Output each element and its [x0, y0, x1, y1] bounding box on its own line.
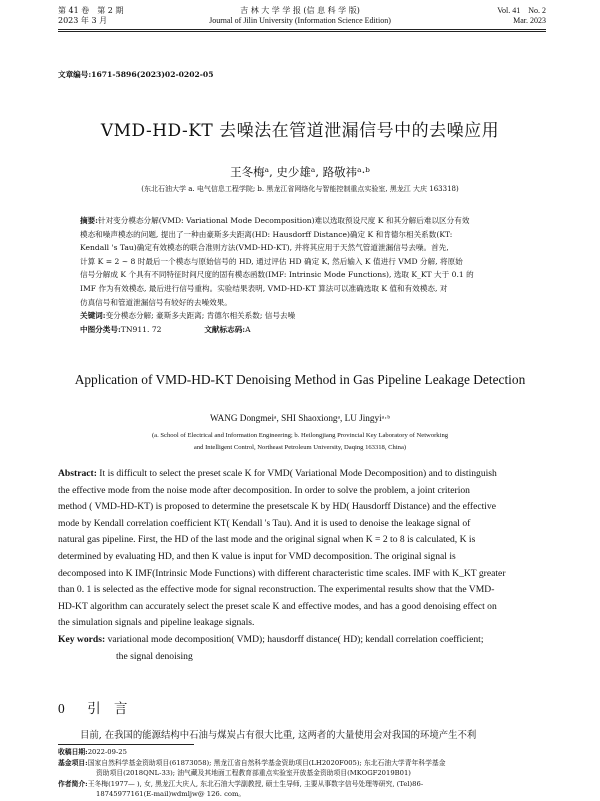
abstract-en-label: Abstract:: [58, 468, 97, 479]
keywords-cn-text: 变分模态分解; 豪斯多夫距离; 肯德尔相关系数; 信号去噪: [105, 311, 296, 321]
clc-label: 中图分类号:: [80, 324, 121, 334]
abstract-en-line: determined by evaluating HD, and then K value is input for VMD decomposition. The original signal is: [58, 550, 456, 562]
footnote: [58, 768, 550, 779]
authors-cn: 王冬梅ᵃ, 史少雄ᵃ, 路敬祎ᵃ·ᵇ: [230, 165, 370, 179]
footnote: [58, 747, 550, 758]
volume-issue: 第 41 卷 第 2 期: [58, 6, 124, 15]
affiliation-cn: (东北石油大学 a. 电气信息工程学院; b. 黑龙江省网络化与智能控制重点实验室, 黑龙江 大庆 163318): [141, 185, 459, 193]
abstract-cn: [80, 214, 526, 336]
footnote: [58, 779, 550, 790]
footnote-rule: [58, 744, 194, 745]
keywords-en-text: variational mode decomposition( VMD); hausdorff distance( HD); kendall correlation coefficient;: [105, 633, 484, 645]
publish-date: 2023 年 3 月: [58, 16, 108, 25]
header-right: [430, 6, 546, 26]
title-cn: VMD-HD-KT 去噪法在管道泄漏信号中的去噪应用: [100, 121, 500, 141]
footnote-label: 收稿日期:: [58, 748, 88, 756]
abstract-cn-line: 模态和噪声模态的问题, 提出了一种由豪斯多夫距离(HD: Hausdorff Distance)确定 K 和肯德尔相关系数(KT:: [80, 229, 453, 239]
abstract-en-line: natural gas pipeline. First, the HD of the last mode and the original signal when K = 2 to 8 is calculated, K is: [58, 534, 476, 546]
abstract-cn-line: 计算 K = 2 ~ 8 时最后一个模态与原始信号的 HD, 通过评估 HD 确定 K, 然后输入 K 值进行 VMD 分解, 将原始: [80, 256, 463, 266]
intro-text: 目前, 在我国的能源结构中石油与煤炭占有很大比重, 这两者的大量使用会对我国的环境产生不利: [80, 730, 477, 741]
abstract-en-line: mode by Kendall correlation coefficient KT( Kendall 's Tau). And it is used to denoise the leakage signal of: [58, 517, 471, 529]
section-title: 引 言: [87, 702, 128, 717]
abstract-en-line: HD-KT algorithm can accurately select the preset scale K and effective modes, and has a good denoising effect on: [58, 600, 497, 612]
abstract-cn-line: 信号分解成 K 个具有不同特征时间尺度的固有模态函数(IMF: Intrinsic Mode Functions), 选取 K_KT 大于 0.1 的: [80, 270, 474, 280]
section-number: 0: [58, 701, 65, 716]
date-en: Mar. 2023: [513, 16, 546, 25]
journal-name-cn: 吉 林 大 学 学 报 (信 息 科 学 版): [240, 6, 360, 15]
doc-code-label: 文献标志码:: [204, 324, 246, 334]
abstract-en-line: method ( VMD-HD-KT) is proposed to determine the presetscale K by HD( Hausdorff Distance) and the effective: [58, 501, 496, 513]
abstract-cn-text: 针对变分模态分解(VMD: Variational Mode Decomposition)难以选取预设尺度 K 和其分解后难以区分有效: [98, 216, 470, 225]
doc-code-value: A: [245, 324, 251, 334]
header-center: [160, 6, 440, 26]
footnote-label: 基金项目:: [58, 758, 88, 767]
abstract-en-text: It is difficult to select the preset scale K for VMD( Variational Mode Decomposition) and to distinguish: [96, 468, 497, 479]
abstract-en-line: the simulation signals and pipeline leakage signals.: [58, 617, 255, 629]
article-number: 文章编号:1671-5896(2023)02-0202-05: [58, 70, 214, 79]
abstract-en-line: decomposed into K IMF(Intrinsic Mode Functions) with different characteristic time scales. IMF with K_KT greater: [58, 567, 506, 579]
abstract-en-line: [58, 466, 550, 483]
classification-cn: [80, 323, 526, 337]
abstract-cn-label: 摘要:: [80, 216, 98, 225]
keywords-en: [58, 632, 550, 649]
keywords-en-cont: the signal denoising: [116, 650, 193, 662]
abstract-en-line: than 0. 1 is selected as the effective mode for signal reconstruction. The experimental results show that the VMD-: [58, 584, 495, 596]
footnote-text: 国家自然科学基金资助项目(61873058); 黑龙江省自然科学基金资助项目(LH2020F005); 东北石油大学青年科学基金: [87, 758, 446, 767]
footnote: [58, 789, 550, 800]
affiliation-en-line: and Intelligent Control, Northeast Petroleum University, Daqing 163318, China): [193, 443, 407, 451]
header-rule-thin: [58, 31, 546, 32]
clc-value: TN911. 72: [120, 324, 162, 334]
footnote: [58, 758, 550, 769]
journal-name-en: Journal of Jilin University (Information Science Edition): [209, 16, 391, 25]
footnote-text: 2022-09-25: [87, 748, 127, 756]
title-en: Application of VMD-HD-KT Denoising Method in Gas Pipeline Leakage Detection: [74, 372, 526, 387]
keywords-en-label: Key words:: [58, 633, 106, 645]
footnote-text: 资助项目(2018QNL-33); 油气藏及其地面工程教育部重点实验室开放基金资助项目(MKOGF2019B01): [96, 769, 411, 778]
footnote-label: 作者简介:: [58, 779, 88, 788]
keywords-cn-label: 关键词:: [80, 311, 106, 321]
abstract-en-line: the effective mode from the noise mode after decomposition. In order to solve the problem, a joint criterion: [58, 484, 470, 496]
header-rule: [58, 29, 546, 30]
footnote-text: 王冬梅(1977— ), 女, 黑龙江大庆人, 东北石油大学副教授, 硕士生导师, 主要从事数字信号处理等研究, (Tel)86-: [87, 779, 424, 788]
affiliation-en: [0, 430, 600, 453]
abstract-cn-line: [80, 214, 526, 228]
abstract-cn-line: 仿真信号和管道泄漏信号有较好的去噪效果。: [80, 297, 232, 307]
abstract-en: [58, 466, 550, 665]
abstract-cn-line: Kendall 's Tau)确定有效模态的联合准则方法(VMD-HD-KT), 并将其应用于天然气管道泄漏信号去噪。首先,: [80, 243, 449, 253]
section-heading: [58, 698, 127, 717]
keywords-cn: [80, 309, 526, 323]
authors-en: WANG Dongmeiᵃ, SHI Shaoxiongᵃ, LU Jingyiᵃ·ᵇ: [209, 413, 391, 423]
footnotes: [58, 747, 550, 800]
abstract-cn-line: IMF 作为有效模态, 最后进行信号重构。实验结果表明, VMD-HD-KT 算法可以准确选取 K 值和有效模态, 对: [80, 283, 448, 293]
footnote-text: 18745977161(E-mail)wdmljw@ 126. com。: [96, 790, 246, 799]
affiliation-en-line: (a. School of Electrical and Information Engineering; b. Heilongjiang Provincial Key Laboratory of Networking: [151, 432, 449, 439]
volume-en: Vol. 41 No. 2: [497, 6, 546, 15]
